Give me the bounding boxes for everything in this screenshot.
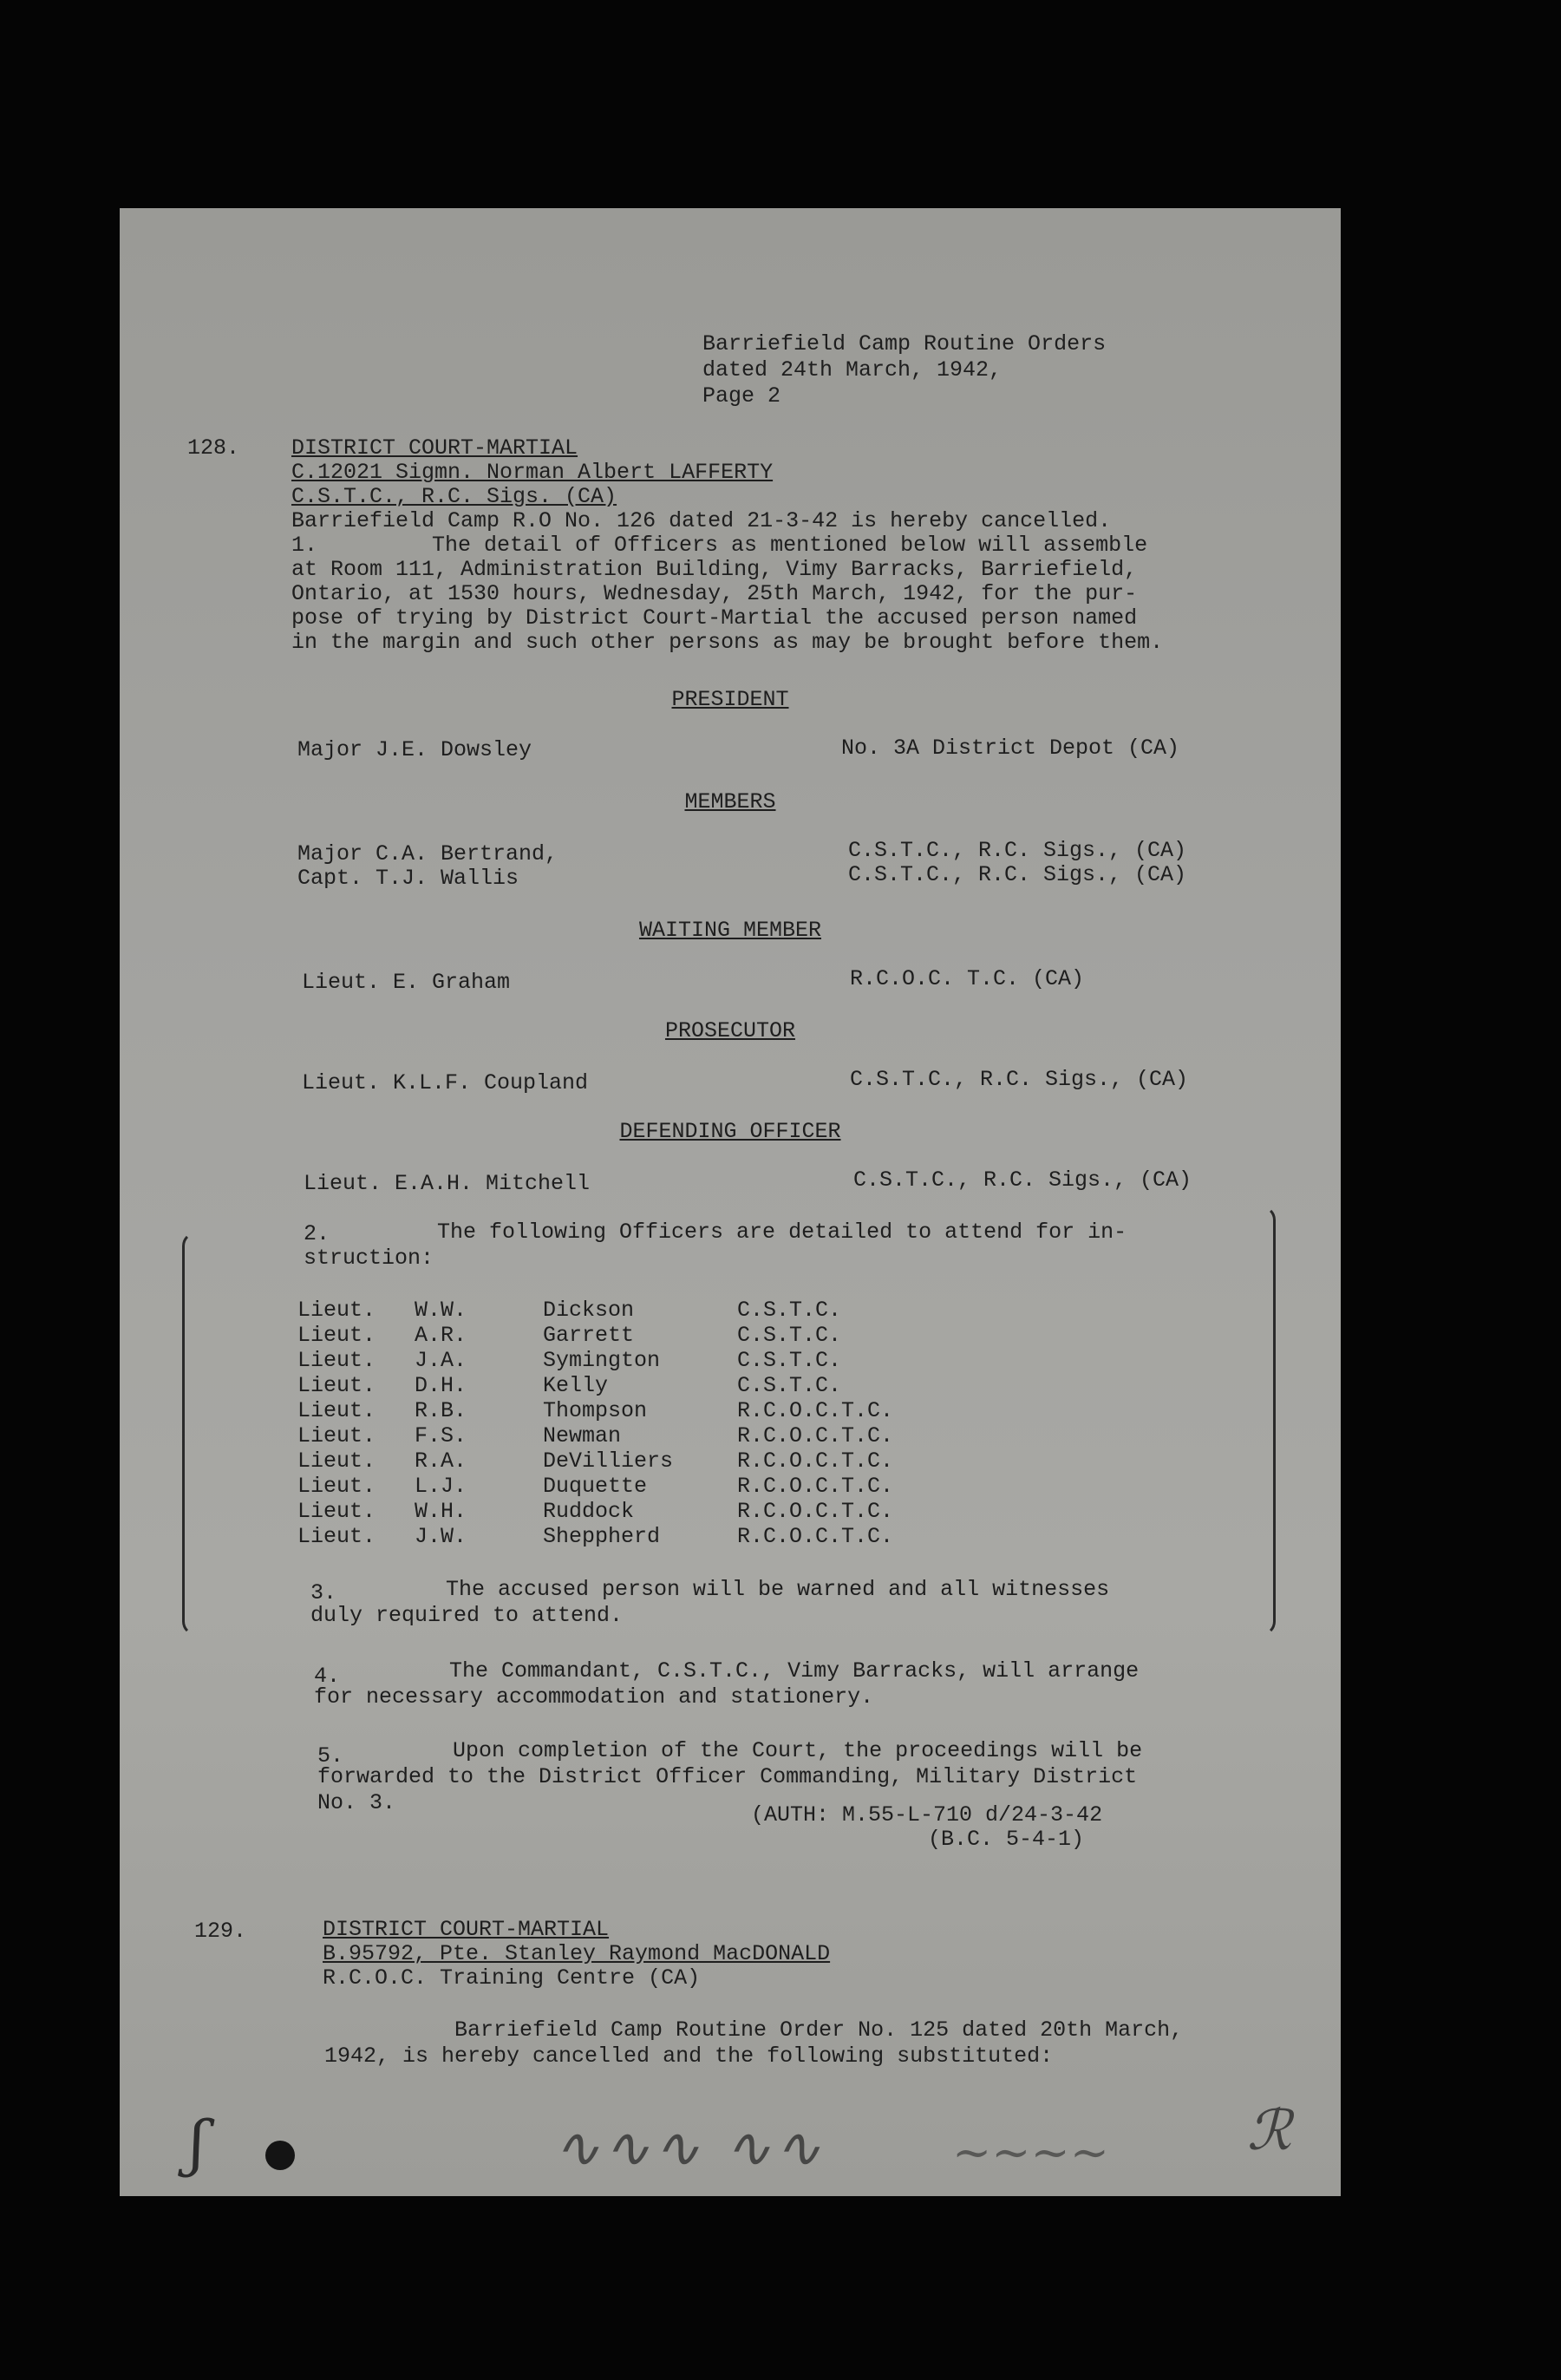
document-page [120,208,1341,2196]
officer-name: Sheppherd [543,1524,661,1549]
officer-initials: J.A. [415,1348,467,1373]
officer-name: Newman [543,1423,622,1448]
officer-unit: C.S.T.C. [737,1298,842,1323]
order-129-body-line-2: 1942, is hereby cancelled and the following substituted: [324,2043,1054,2069]
officer-rank: Lieut. [297,1323,376,1348]
officer-unit: R.C.O.C.T.C. [737,1524,894,1549]
officer-rank: Lieut. [297,1448,376,1474]
order-128-cancel-line: Barriefield Camp R.O No. 126 dated 21-3-42 is hereby cancelled. [291,508,1112,533]
header-line-3: Page 2 [702,383,781,409]
officer-name: Ruddock [543,1499,635,1524]
waiting-member-name: Lieut. E. Graham [302,970,511,995]
officer-rank: Lieut. [297,1348,376,1373]
officer-name: Duquette [543,1474,648,1499]
para-4-number: 4. [314,1664,341,1689]
officer-unit: R.C.O.C.T.C. [737,1423,894,1448]
para-2-line-1: The following Officers are detailed to attend for in- [437,1219,1127,1245]
order-129-accused-line-2: R.C.O.C. Training Centre (CA) [323,1965,701,1991]
para-5-line-2: forwarded to the District Officer Commanding, Military District [317,1764,1138,1789]
para-3-line-1: The accused person will be warned and all witnesses [446,1577,1110,1602]
president-name: Major J.E. Dowsley [297,737,532,762]
member-1-unit: C.S.T.C., R.C. Sigs., (CA) [848,838,1187,863]
right-bracket-mark [1247,1206,1276,1636]
prosecutor-heading: PROSECUTOR [664,1018,796,1043]
ink-dot-mark [265,2141,295,2170]
waiting-member-unit: R.C.O.C. T.C. (CA) [850,966,1085,991]
authority-line-2: (B.C. 5-4-1) [928,1827,1085,1852]
order-129-number: 129. [194,1919,247,1944]
officer-unit: R.C.O.C.T.C. [737,1474,894,1499]
officer-initials: F.S. [415,1423,467,1448]
officer-unit: C.S.T.C. [737,1373,842,1398]
para-1-line-2: at Room 111, Administration Building, Vimy Barracks, Barriefield, [291,557,1138,582]
officer-rank: Lieut. [297,1524,376,1549]
para-4-line-1: The Commandant, C.S.T.C., Vimy Barracks, will arrange [449,1658,1140,1684]
header-line-1: Barriefield Camp Routine Orders [702,331,1107,356]
order-129-accused-line-1: B.95792, Pte. Stanley Raymond MacDONALD [323,1941,831,1966]
officer-rank: Lieut. [297,1373,376,1398]
officer-rank: Lieut. [297,1499,376,1524]
president-heading: PRESIDENT [671,687,789,712]
officer-name: Garrett [543,1323,635,1348]
officer-unit: R.C.O.C.T.C. [737,1448,894,1474]
para-4-line-2: for necessary accommodation and stationery. [314,1684,874,1710]
para-1-line-1: The detail of Officers as mentioned below will assemble [432,533,1148,558]
defending-officer-name: Lieut. E.A.H. Mitchell [304,1171,591,1196]
officer-initials: W.H. [415,1499,467,1524]
members-heading: MEMBERS [684,789,776,814]
officer-initials: J.W. [415,1524,467,1549]
order-128-number: 128. [187,435,240,461]
handwritten-scribble-mark: ~∼~∼ [952,2125,1109,2180]
officer-name: DeVilliers [543,1448,674,1474]
para-1-number: 1. [291,533,318,558]
para-5-line-1: Upon completion of the Court, the proceedings will be [453,1738,1143,1763]
officer-unit: R.C.O.C.T.C. [737,1499,894,1524]
para-3-number: 3. [310,1580,337,1605]
officer-initials: D.H. [415,1373,467,1398]
para-5-line-3: No. 3. [317,1790,396,1815]
handwritten-mark-left: ʃ [189,2108,206,2179]
defending-officer-heading: DEFENDING OFFICER [619,1119,841,1144]
officer-rank: Lieut. [297,1423,376,1448]
officer-name: Kelly [543,1373,609,1398]
officer-rank: Lieut. [297,1398,376,1423]
officer-initials: R.B. [415,1398,467,1423]
waiting-member-heading: WAITING MEMBER [638,918,822,943]
order-128-accused-line-1: C.12021 Sigmn. Norman Albert LAFFERTY [291,460,774,485]
left-bracket-mark [182,1232,211,1636]
officer-initials: R.A. [415,1448,467,1474]
header-line-2: dated 24th March, 1942, [702,357,1003,382]
handwritten-initial-mark: ℛ [1247,2099,1292,2163]
authority-line-1: (AUTH: M.55-L-710 d/24-3-42 [751,1802,1103,1828]
handwritten-signature-mark: ∿∿∿ ∿∿ [553,2116,825,2181]
para-1-line-4: pose of trying by District Court-Martial the accused person named [291,605,1138,631]
order-129-title: DISTRICT COURT-MARTIAL [323,1917,610,1942]
officer-initials: A.R. [415,1323,467,1348]
para-2-line-2: struction: [304,1246,434,1271]
para-3-line-2: duly required to attend. [310,1603,624,1628]
officer-initials: L.J. [415,1474,467,1499]
para-1-line-5: in the margin and such other persons as may be brought before them. [291,630,1164,655]
member-2-name: Capt. T.J. Wallis [297,866,519,891]
prosecutor-unit: C.S.T.C., R.C. Sigs., (CA) [850,1067,1189,1092]
officer-rank: Lieut. [297,1298,376,1323]
order-128-accused-line-2: C.S.T.C., R.C. Sigs. (CA) [291,484,617,509]
president-unit: No. 3A District Depot (CA) [841,736,1180,761]
defending-officer-unit: C.S.T.C., R.C. Sigs., (CA) [853,1167,1192,1193]
para-1-line-3: Ontario, at 1530 hours, Wednesday, 25th March, 1942, for the pur- [291,581,1138,606]
para-2-number: 2. [304,1221,330,1246]
prosecutor-name: Lieut. K.L.F. Coupland [302,1070,589,1095]
officer-unit: R.C.O.C.T.C. [737,1398,894,1423]
member-1-name: Major C.A. Bertrand, [297,841,558,866]
member-2-unit: C.S.T.C., R.C. Sigs., (CA) [848,862,1187,887]
officer-rank: Lieut. [297,1474,376,1499]
order-128-title: DISTRICT COURT-MARTIAL [291,435,578,461]
officer-name: Symington [543,1348,661,1373]
officer-unit: C.S.T.C. [737,1348,842,1373]
order-129-body-line-1: Barriefield Camp Routine Order No. 125 dated 20th March, [454,2017,1184,2043]
para-5-number: 5. [317,1743,344,1769]
officer-name: Thompson [543,1398,648,1423]
officer-initials: W.W. [415,1298,467,1323]
officer-unit: C.S.T.C. [737,1323,842,1348]
officer-name: Dickson [543,1298,635,1323]
